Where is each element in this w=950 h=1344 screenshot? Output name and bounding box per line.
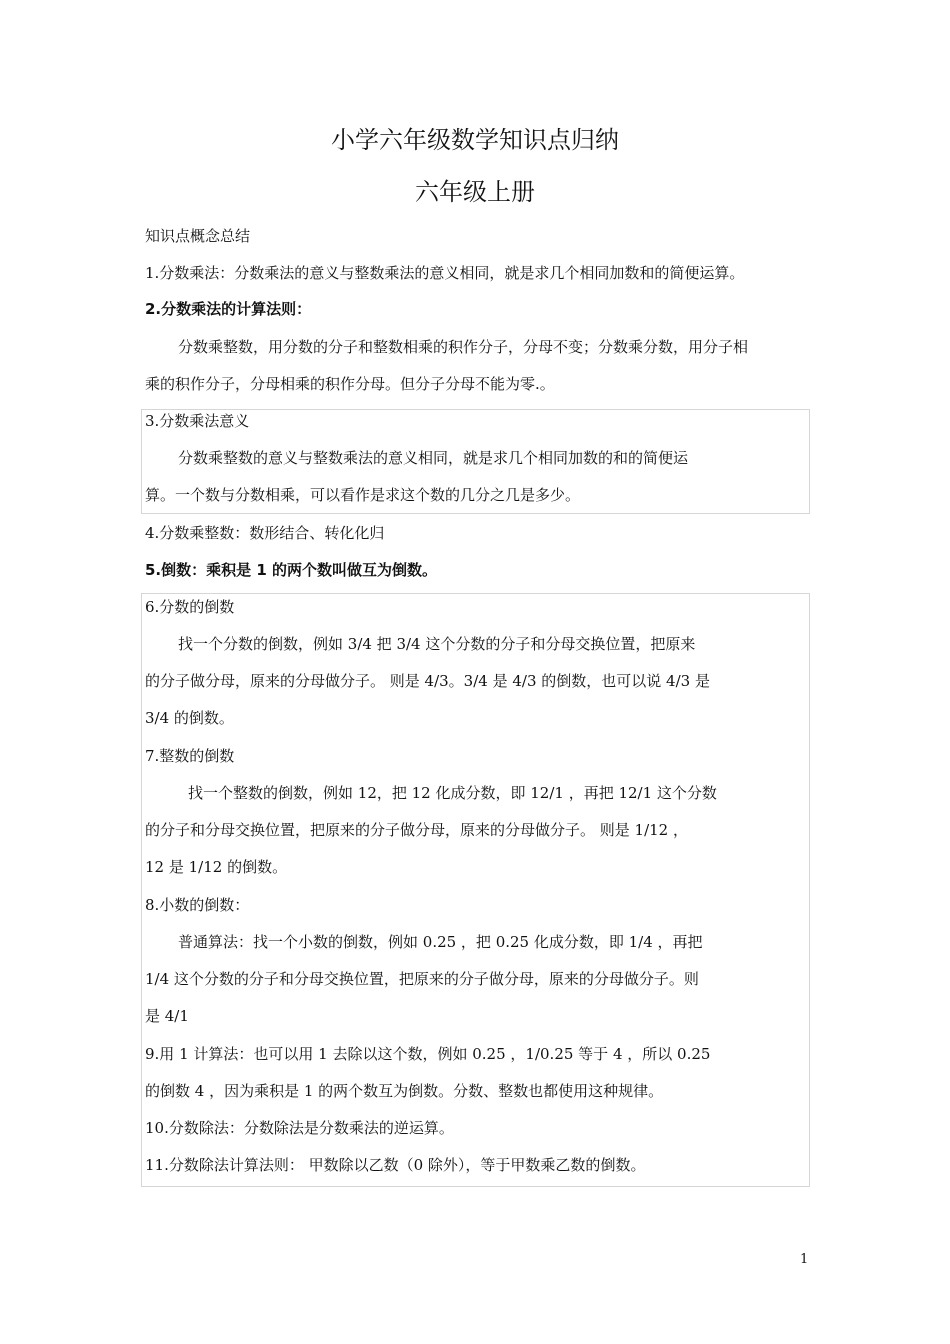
- text-line: 4.分数乘整数：数形结合、转化化归: [145, 524, 385, 542]
- text-line: 分数乘整数的意义与整数乘法的意义相同，就是求几个相同加数的和的简便运: [178, 449, 689, 467]
- text-line: 知识点概念总结: [145, 227, 251, 245]
- text-line: 10.分数除法：分数除法是分数乘法的逆运算。: [145, 1119, 454, 1137]
- text-line: 是 4/1: [145, 1007, 189, 1025]
- text-line: 找一个分数的倒数，例如 3/4 把 3/4 这个分数的分子和分母交换位置，把原来: [178, 635, 696, 653]
- text-line: 的倒数 4 ，因为乘积是 1 的两个数互为倒数。分数、整数也都使用这种规律。: [145, 1082, 664, 1100]
- text-line: 2.分数乘法的计算法则：: [145, 300, 312, 318]
- text-line: 6.分数的倒数: [145, 598, 235, 616]
- text-line: 1.分数乘法：分数乘法的意义与整数乘法的意义相同，就是求几个相同加数和的简便运算。: [145, 264, 745, 282]
- text-line: 3/4 的倒数。: [145, 709, 234, 727]
- text-line: 找一个整数的倒数，例如 12，把 12 化成分数，即 12/1 ，再把 12/1 这个分数: [188, 784, 717, 802]
- text-line: 算。一个数与分数相乘，可以看作是求这个数的几分之几是多少。: [145, 486, 581, 504]
- text-line: 1/4 这个分数的分子和分母交换位置，把原来的分子做分母，原来的分母做分子。则: [145, 970, 699, 988]
- text-line: 分数乘整数，用分数的分子和整数相乘的积作分子，分母不变；分数乘分数，用分子相: [178, 338, 749, 356]
- text-line: 5.倒数：乘积是 1 的两个数叫做互为倒数。: [145, 561, 438, 579]
- text-line: 9.用 1 计算法：也可以用 1 去除以这个数，例如 0.25 ，1/0.25 等于 4 ，所以 0.25: [145, 1045, 711, 1063]
- document-title: 小学六年级数学知识点归纳: [331, 126, 619, 154]
- document-subtitle: 六年级上册: [415, 178, 535, 206]
- page-number: 1: [800, 1252, 809, 1267]
- text-line: 的分子做分母，原来的分母做分子。 则是 4/3。3/4 是 4/3 的倒数，也可以说 4/3 是: [145, 672, 710, 690]
- text-line: 3.分数乘法意义: [145, 412, 250, 430]
- text-line: 12 是 1/12 的倒数。: [145, 858, 288, 876]
- text-line: 11.分数除法计算法则： 甲数除以乙数（0 除外），等于甲数乘乙数的倒数。: [145, 1156, 646, 1174]
- text-line: 乘的积作分子，分母相乘的积作分母。但分子分母不能为零.。: [145, 375, 555, 393]
- text-line: 普通算法：找一个小数的倒数，例如 0.25 ，把 0.25 化成分数，即 1/4 ，再把: [178, 933, 703, 951]
- text-line: 7.整数的倒数: [145, 747, 235, 765]
- text-line: 的分子和分母交换位置，把原来的分子做分母，原来的分母做分子。 则是 1/12 ，: [145, 821, 688, 839]
- text-line: 8.小数的倒数：: [145, 896, 250, 914]
